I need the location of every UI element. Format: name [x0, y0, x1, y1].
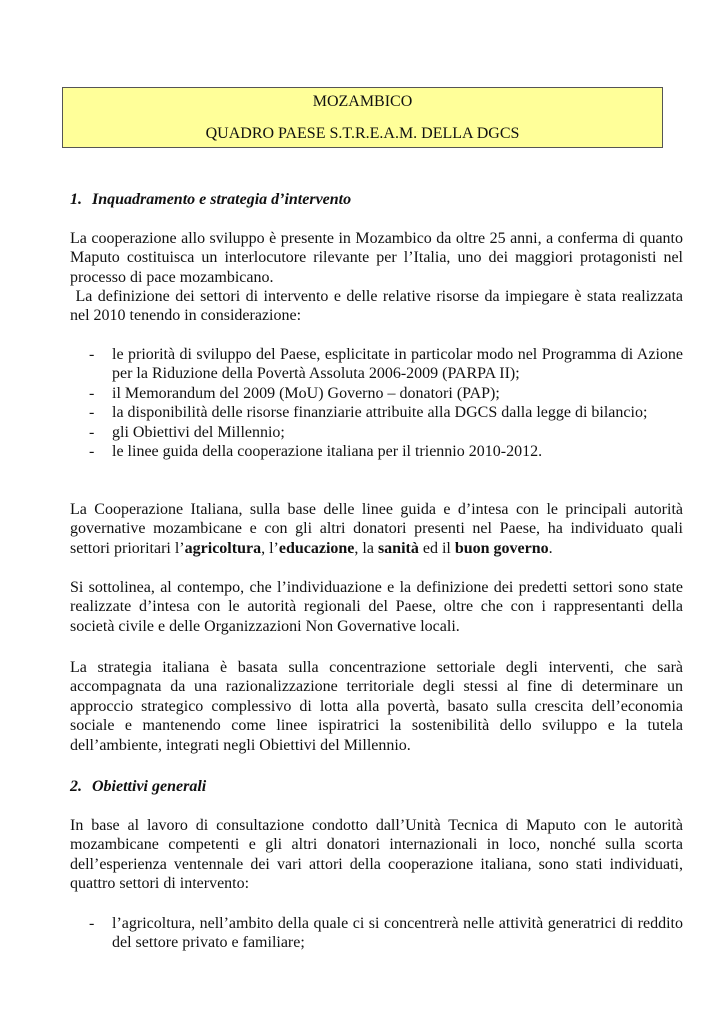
section-1-number: 1. — [70, 191, 82, 208]
dash-bullet: - — [89, 404, 95, 422]
country-title: MOZAMBICO — [312, 93, 413, 110]
dash-bullet: - — [89, 384, 95, 402]
dash-bullet: - — [89, 443, 95, 461]
list-item: - le priorità di sviluppo del Paese, esplicitate in particolar modo nel Programma di Azione per la Riduzione della Povertà Assoluta 2006-2009 (PARPA II); — [89, 346, 683, 383]
section-1-paragraph-4: Si sottolinea, al contempo, che l’individuazione e la definizione dei predetti settori sono state realizzate d’intesa con le autorità regionali del Paese, oltre che con i rappresentanti della società civile e delle Organizzazioni Non Governative locali. — [70, 579, 683, 635]
list-item: - l’agricoltura, nell’ambito della quale ci si concentrerà nelle attività generatrici di reddito del settore privato e familiare; — [89, 915, 683, 952]
list-item: - la disponibilità delle risorse finanziarie attribuite alla DGCS dalla legge di bilancio; — [89, 404, 648, 422]
section-1-paragraph-3: La Cooperazione Italiana, sulla base delle linee guida e d’intesa con le principali autorità governative mozambicane e con gli altri donatori presenti nel Paese, ha individuato quali settori prioritari l’agricoltura, l’educazione, la sanità ed il buon governo. — [70, 501, 683, 557]
keyword-educazione: educazione — [278, 539, 355, 557]
section-2-paragraph-1: In base al lavoro di consultazione condotto dall’Unità Tecnica di Maputo con le autorità mozambicane competenti e gli altri donatori internazionali in loco, nonché sulla scorta dell’esperienza ventennale dei vari attori della cooperazione italiana, sono stati individuati, quattro settori di intervento: — [70, 817, 683, 893]
section-1-heading — [70, 190, 690, 209]
list-item: - gli Obiettivi del Millennio; — [89, 423, 285, 441]
section-2-sector-list — [70, 914, 683, 953]
section-2-number: 2. — [70, 778, 82, 795]
section-2-title: Obiettivi generali — [92, 778, 207, 795]
section-1-title: Inquadramento e strategia d’intervento — [92, 191, 352, 208]
section-2-heading — [70, 777, 690, 796]
section-1-paragraph-1: La cooperazione allo sviluppo è presente in Mozambico da oltre 25 anni, a conferma di quanto Maputo costituisca un interlocutore rilevante per l’Italia, uno dei maggiori protagonisti nel processo di pace mozambicano. — [70, 230, 683, 286]
keyword-sanita: sanità — [377, 539, 419, 557]
title-box — [62, 87, 663, 148]
section-1-priority-list — [70, 345, 683, 461]
list-item: - il Memorandum del 2009 (MoU) Governo – donatori (PAP); — [89, 384, 500, 402]
keyword-buon-governo: buon governo — [454, 539, 549, 557]
section-1-paragraph-5: La strategia italiana è basata sulla concentrazione settoriale degli interventi, che sarà accompagnata da una razionalizzazione territoriale degli stessi al fine di determinare un approccio strategico complessivo di lotta alla povertà, basato sulla crescita dell’economia sociale e mantenendo come linee ispiratrici la sostenibilità dello sviluppo e la tutela dell’ambiente, integrati negli Obiettivi del Millennio. — [70, 659, 683, 754]
list-item: - le linee guida della cooperazione italiana per il triennio 2010-2012. — [89, 443, 543, 461]
dash-bullet: - — [89, 423, 95, 441]
keyword-agricoltura: agricoltura — [184, 539, 262, 557]
document-subtitle: QUADRO PAESE S.T.R.E.A.M. DELLA DGCS — [205, 125, 520, 142]
section-1-paragraph-2: La definizione dei settori di intervento e delle relative risorse da impiegare è stata realizzata nel 2010 tenendo in considerazione: — [70, 288, 688, 325]
dash-bullet: - — [89, 915, 95, 932]
dash-bullet: - — [89, 346, 95, 363]
